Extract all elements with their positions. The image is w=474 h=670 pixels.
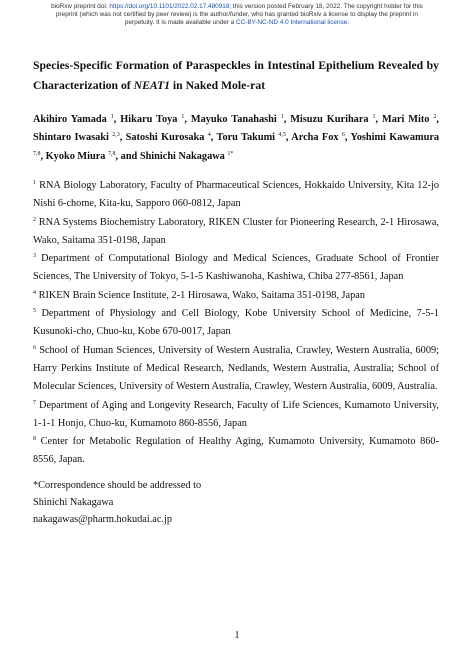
license-link[interactable]: CC-BY-NC-ND 4.0 International license [236, 19, 348, 27]
author-name: Akihiro Yamada [33, 114, 107, 125]
header-line-3-a: perpetuity. It is made available under a [124, 19, 235, 27]
affiliation-item [33, 287, 439, 305]
author-affiliation-marker: 1 [110, 114, 114, 120]
correspondence-note: *Correspondence should be addressed to [33, 480, 202, 491]
author-name: Archa Fox [291, 132, 339, 144]
affiliation-text: RNA Biology Laboratory, Faculty of Pharmaceutical Sciences, Hokkaido University, Kita 12-jo Nishi 6-chome, Kita-ku, Sapporo 060-0812, Japan [33, 180, 439, 210]
affiliation-text: Department of Physiology and Cell Biology, Kobe University School of Medicine, 7-5-1 Kusunoki-cho, Chuo-ku, Kobe 670-0017, Japan [33, 308, 439, 338]
doi-link[interactable]: https://doi.org/10.1101/2022.02.17.480918 [109, 3, 230, 10]
author-name: Kyoko Miura [45, 150, 106, 162]
author-name: Toru Takumi [216, 132, 276, 144]
affiliation-text: Center for Metabolic Regulation of Healthy Aging, Kumamoto University, Kumamoto 860-8556, Japan. [33, 436, 439, 466]
correspondence-email: nakagawas@pharm.hokudai.ac.jp [33, 513, 173, 525]
affiliation-item [33, 214, 439, 251]
affiliation-number: 2 [33, 216, 36, 223]
affiliation-number: 7 [33, 399, 36, 406]
author-name: Yoshimi Kawamura [350, 132, 440, 144]
paper-title [33, 56, 439, 96]
author-affiliation-marker: 2,3 [112, 132, 120, 139]
affiliation-number: 3 [33, 253, 36, 260]
affiliation-number: 4 [33, 289, 36, 296]
affiliation-item [33, 397, 439, 434]
author-affiliation-marker: 6 [341, 132, 345, 139]
author-affiliation-marker: 7,8 [33, 150, 41, 157]
author-affiliation-marker: 4 [207, 132, 211, 139]
author-affiliation-marker: 1* [227, 150, 234, 157]
affiliation-item [33, 250, 439, 287]
author-entry [120, 114, 184, 125]
author-entry [290, 114, 375, 125]
author-entry [217, 132, 286, 143]
author-affiliation-marker: 1 [280, 114, 284, 120]
author-affiliation-marker: 1 [372, 114, 376, 120]
header-line-3-b: . [347, 19, 350, 27]
author-name: Hikaru Toya [120, 114, 178, 125]
author-affiliation-marker: 2 [433, 114, 437, 120]
author-name: Misuzu Kurihara [290, 114, 369, 125]
author-name: Satoshi Kurosaka [125, 132, 205, 144]
author-list: Akihiro Yamada $^1$, Hikaru Toya $^1$, Mayuko Tanahashi $^1$, Misuzu Kurihara $^1$, Mari Mito $^2$, Shintaro Iwasaki $^{2,3}$, Satoshi Kurosaka $^4$, Toru Takumi $^{4,5}$, Archa Fox $^6$, Yoshimi Kawamura $^{7,8}$, Kyoko Miura $^{7,8}$, and Shinichi Nakagawa $^{1*}$ [33, 114, 440, 162]
author-entry [291, 132, 345, 143]
affiliation-item [33, 342, 439, 397]
author-entry [126, 132, 211, 143]
header-line-1 [40, 3, 434, 11]
author-name: Shinichi Nakagawa [139, 150, 225, 162]
affiliation-number: 6 [33, 344, 36, 351]
title-part-2: in Naked Mole-rat [170, 79, 266, 92]
title-gene-name: NEAT1 [133, 79, 170, 92]
affiliation-number: 8 [33, 436, 36, 443]
affiliation-text: RIKEN Brain Science Institute, 2-1 Hirosawa, Wako, Saitama 351-0198, Japan [38, 289, 365, 301]
header-line-2: preprint (which was not certified by peer review) is the author/funder, who has granted bioRxiv a license to display the preprint in [56, 11, 418, 19]
correspondence-block [33, 478, 439, 528]
affiliation-item [33, 433, 439, 470]
author-name: Mayuko Tanahashi [190, 114, 277, 125]
affiliation-number: 5 [33, 308, 36, 315]
header-doi-prefix: bioRxiv preprint doi: [51, 3, 110, 10]
preprint-header [40, 3, 434, 28]
author-entry [33, 132, 120, 143]
author-entry [191, 114, 284, 125]
author-affiliation-marker: 4,5 [278, 132, 286, 139]
header-line-3 [40, 19, 434, 27]
affiliation-number: 1 [33, 180, 36, 186]
affiliation-text: RNA Systems Biochemistry Laboratory, RIKEN Cluster for Pioneering Research, 2-1 Hirosawa, Wako, Saitama 351-0198, Japan [33, 216, 440, 246]
author-affiliation-marker: 1 [181, 114, 185, 120]
author-entry [33, 114, 114, 125]
author-entry [140, 151, 234, 162]
author-name: Shintaro Iwasaki [33, 132, 109, 144]
affiliation-text: Department of Computational Biology and Medical Sciences, Graduate School of Frontier Sciences, The University of Tokyo, 5-1-5 Kashiwanoha, Kashiwa, Chiba 277-8561, Japan [33, 253, 439, 283]
affiliation-item [33, 177, 439, 214]
author-affiliation-marker: 7,8 [108, 150, 116, 157]
author-name: Mari Mito [382, 114, 430, 125]
affiliation-text: Department of Aging and Longevity Research, Faculty of Life Sciences, Kumamoto University, 1-1-1 Honjo, Chuo-ku, Kumamoto 860-8556, Japan [33, 399, 440, 429]
title-part-1: Species-Specific Formation of Paraspeckles in Intestinal Epithelium Revealed by Characterization of [33, 59, 439, 92]
header-line-1-rest: ; this version posted February 18, 2022. The copyright holder for this [229, 3, 423, 10]
page-number: 1 [234, 630, 240, 641]
author-entry [382, 114, 436, 125]
affiliation-item [33, 305, 439, 342]
correspondence-name: Shinichi Nakagawa [33, 496, 114, 508]
author-entry [46, 151, 116, 162]
affiliation-list [33, 177, 439, 470]
affiliation-text: School of Human Sciences, University of Western Australia, Crawley, Western Australia, 6009; Harry Perkins Institute of Medical Research, Nedlands, Western Australia, Australia; School of Molecular Sciences, University of Western Australia, Crawley, Western Australia, 6009, Australia. [33, 344, 439, 393]
